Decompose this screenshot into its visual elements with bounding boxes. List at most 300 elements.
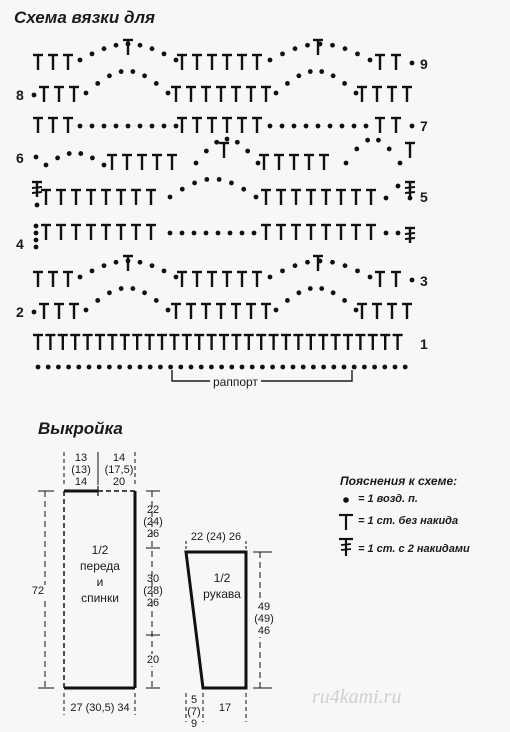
- chain-stitch-dot: [219, 365, 224, 370]
- chain-stitch-dot: [168, 365, 173, 370]
- chain-stitch-dot: [78, 151, 83, 156]
- chain-stitch-dot: [343, 46, 348, 51]
- single-crochet-stitch: [405, 143, 415, 158]
- chain-stitch-dot: [180, 231, 185, 236]
- chain-stitch-dot: [352, 124, 357, 129]
- single-crochet-stitch: [71, 225, 81, 240]
- single-crochet-stitch: [58, 335, 68, 350]
- single-crochet-stitch: [387, 87, 397, 102]
- chain-stitch-dot: [354, 308, 359, 313]
- chain-stitch-dot: [102, 124, 107, 129]
- dot-icon: [343, 497, 349, 503]
- chain-stitch-dot: [130, 69, 135, 74]
- single-crochet-stitch: [281, 335, 291, 350]
- chain-stitch-dot: [340, 124, 345, 129]
- chain-stitch-dot: [209, 365, 214, 370]
- chart-title: Схема вязки для: [14, 8, 156, 27]
- chain-stitch-dot: [296, 73, 301, 78]
- chain-stitch-dot: [240, 231, 245, 236]
- chain-stitch-dot: [180, 187, 185, 192]
- single-crochet-stitch: [222, 55, 232, 70]
- chain-stitch-dot: [342, 81, 347, 86]
- single-crochet-stitch: [261, 190, 271, 205]
- chain-stitch-dot: [34, 231, 39, 236]
- single-crochet-stitch: [56, 225, 66, 240]
- chain-stitch-dot: [90, 124, 95, 129]
- chain-stitch-dot: [260, 365, 265, 370]
- single-crochet-stitch: [45, 335, 55, 350]
- single-crochet-stitch: [39, 304, 49, 319]
- single-crochet-stitch: [391, 55, 401, 70]
- chain-stitch-dot: [396, 184, 401, 189]
- single-crochet-stitch: [33, 118, 43, 133]
- chain-stitch-dot: [56, 365, 61, 370]
- row-label-4: 4: [16, 236, 24, 252]
- single-crochet-stitch: [261, 225, 271, 240]
- chain-stitch-dot: [228, 231, 233, 236]
- single-crochet-stitch: [246, 304, 256, 319]
- chain-stitch-dot: [285, 298, 290, 303]
- chain-stitch-dot: [304, 124, 309, 129]
- single-crochet-stitch: [123, 256, 133, 271]
- single-crochet-stitch: [48, 55, 58, 70]
- chain-stitch-dot: [174, 58, 179, 63]
- chain-stitch-dot: [319, 69, 324, 74]
- chain-stitch-dot: [34, 245, 39, 250]
- chain-stitch-dot: [150, 46, 155, 51]
- sleeve-bottom-right-dim: 17: [218, 702, 232, 714]
- chain-stitch-dot: [305, 260, 310, 265]
- chain-stitch-dot: [154, 298, 159, 303]
- chain-stitch-dot: [138, 124, 143, 129]
- single-crochet-stitch: [33, 55, 43, 70]
- chain-stitch-dot: [368, 58, 373, 63]
- single-crochet-stitch: [70, 335, 80, 350]
- chain-stitch-dot: [352, 365, 357, 370]
- legend-title: Пояснения к схеме:: [340, 474, 458, 488]
- single-crochet-stitch: [375, 272, 385, 287]
- single-crochet-stitch: [33, 272, 43, 287]
- repeat-bracket: [172, 370, 352, 381]
- chain-stitch-dot: [225, 137, 230, 142]
- chain-stitch-dot: [256, 161, 261, 166]
- single-crochet-stitch: [107, 155, 117, 170]
- row-label-8: 8: [16, 87, 24, 103]
- single-crochet-stitch: [222, 118, 232, 133]
- chain-stitch-dot: [241, 187, 246, 192]
- single-crochet-stitch: [48, 118, 58, 133]
- single-crochet-stitch: [32, 182, 42, 197]
- single-crochet-stitch: [194, 335, 204, 350]
- chain-stitch-dot: [311, 365, 316, 370]
- single-crochet-stitch: [252, 272, 262, 287]
- chain-stitch-dot: [162, 51, 167, 56]
- chain-stitch-dot: [250, 365, 255, 370]
- row-label-5: 5: [420, 189, 428, 205]
- single-crochet-stitch: [393, 335, 403, 350]
- chain-stitch-dot: [166, 308, 171, 313]
- chain-stitch-dot: [127, 365, 132, 370]
- single-crochet-stitch: [41, 225, 51, 240]
- single-crochet-stitch: [107, 335, 117, 350]
- chain-stitch-dot: [308, 69, 313, 74]
- chain-stitch-dot: [305, 43, 310, 48]
- chain-stitch-dot: [280, 124, 285, 129]
- chain-stitch-dot: [330, 43, 335, 48]
- chain-stitch-dot: [410, 278, 415, 283]
- single-crochet-stitch: [201, 304, 211, 319]
- legend-item-single: = 1 ст. без накида: [358, 515, 459, 527]
- single-crochet-stitch: [375, 55, 385, 70]
- front-back-label: 1/2 переда и спинки: [80, 543, 120, 605]
- chain-stitch-dot: [102, 163, 107, 168]
- chain-stitch-dot: [162, 124, 167, 129]
- single-crochet-stitch: [274, 155, 284, 170]
- chain-stitch-dot: [90, 156, 95, 161]
- chain-stitch-dot: [90, 268, 95, 273]
- pattern-title: Выкройка: [38, 419, 123, 438]
- single-crochet-stitch: [261, 87, 271, 102]
- chain-stitch-dot: [97, 365, 102, 370]
- chain-stitch-dot: [138, 43, 143, 48]
- chain-stitch-dot: [150, 124, 155, 129]
- chain-stitch-dot: [328, 124, 333, 129]
- chain-stitch-dot: [32, 310, 37, 315]
- single-crochet-stitch: [256, 335, 266, 350]
- chain-stitch-dot: [158, 365, 163, 370]
- single-crochet-stitch: [237, 272, 247, 287]
- single-crochet-stitch: [146, 225, 156, 240]
- chain-stitch-dot: [35, 203, 40, 208]
- single-crochet-stitch: [41, 190, 51, 205]
- chain-stitch-dot: [229, 365, 234, 370]
- single-crochet-stitch: [171, 304, 181, 319]
- row-label-2: 2: [16, 304, 24, 320]
- sleeve-top-dim: 22 (24) 26: [190, 531, 242, 543]
- single-crochet-stitch: [355, 335, 365, 350]
- single-crochet-t-icon: [339, 515, 353, 530]
- fb-right-dim-1: 22 (24) 26: [143, 504, 163, 540]
- chain-stitch-dot: [214, 140, 219, 145]
- chain-stitch-dot: [87, 365, 92, 370]
- chain-stitch-dot: [268, 275, 273, 280]
- single-crochet-stitch: [122, 155, 132, 170]
- chain-stitch-dot: [130, 286, 135, 291]
- chain-stitch-dot: [154, 81, 159, 86]
- chain-stitch-dot: [355, 51, 360, 56]
- chain-stitch-dot: [162, 268, 167, 273]
- single-crochet-stitch: [351, 225, 361, 240]
- single-crochet-stitch: [39, 87, 49, 102]
- chain-stitch-dot: [387, 146, 392, 151]
- single-crochet-stitch: [391, 272, 401, 287]
- chain-stitch-dot: [194, 161, 199, 166]
- chain-stitch-dot: [268, 124, 273, 129]
- chain-stitch-dot: [216, 231, 221, 236]
- fb-right-dim-3: 20: [140, 654, 166, 666]
- row-label-3: 3: [420, 273, 428, 289]
- single-crochet-stitch: [69, 304, 79, 319]
- chain-stitch-dot: [107, 290, 112, 295]
- chain-stitch-dot: [270, 365, 275, 370]
- single-crochet-stitch: [63, 272, 73, 287]
- single-crochet-stitch: [375, 118, 385, 133]
- chain-stitch-dot: [293, 46, 298, 51]
- chain-stitch-dot: [365, 138, 370, 143]
- chain-stitch-dot: [331, 73, 336, 78]
- single-crochet-stitch: [222, 272, 232, 287]
- chain-stitch-dot: [396, 231, 401, 236]
- repeat-label: раппорт: [210, 375, 261, 389]
- chain-stitch-dot: [168, 195, 173, 200]
- chain-stitch-dot: [382, 365, 387, 370]
- chain-stitch-dot: [319, 286, 324, 291]
- chain-stitch-dot: [364, 124, 369, 129]
- single-crochet-stitch: [244, 335, 254, 350]
- chain-stitch-dot: [46, 365, 51, 370]
- single-crochet-stitch: [192, 55, 202, 70]
- single-crochet-stitch: [289, 155, 299, 170]
- single-crochet-stitch: [146, 190, 156, 205]
- chain-stitch-dot: [138, 365, 143, 370]
- single-crochet-stitch: [306, 190, 316, 205]
- single-crochet-stitch: [343, 335, 353, 350]
- single-crochet-stitch: [357, 304, 367, 319]
- chain-stitch-dot: [55, 156, 60, 161]
- single-crochet-stitch: [186, 304, 196, 319]
- fb-bottom-dim: 27 (30,5) 34: [70, 702, 130, 714]
- single-crochet-stitch: [351, 190, 361, 205]
- chart-symbols: [32, 40, 415, 369]
- chain-stitch-dot: [384, 196, 389, 201]
- chain-stitch-dot: [331, 290, 336, 295]
- chain-stitch-dot: [331, 365, 336, 370]
- single-crochet-stitch: [207, 335, 217, 350]
- single-crochet-stitch: [54, 87, 64, 102]
- chain-stitch-dot: [189, 365, 194, 370]
- single-crochet-stitch: [131, 225, 141, 240]
- chain-stitch-dot: [34, 224, 39, 229]
- row-label-6: 6: [16, 150, 24, 166]
- row-label-9: 9: [420, 56, 428, 72]
- chain-stitch-dot: [410, 124, 415, 129]
- chain-stitch-dot: [362, 365, 367, 370]
- single-crochet-stitch: [391, 118, 401, 133]
- sleeve-right-dim: 49 (49) 46: [252, 601, 276, 637]
- single-crochet-stitch: [402, 304, 412, 319]
- single-crochet-stitch: [186, 87, 196, 102]
- chain-stitch-dot: [32, 93, 37, 98]
- single-crochet-stitch: [182, 335, 192, 350]
- chain-stitch-dot: [174, 124, 179, 129]
- chain-stitch-dot: [384, 231, 389, 236]
- chain-stitch-dot: [78, 124, 83, 129]
- chain-stitch-dot: [90, 51, 95, 56]
- chain-stitch-dot: [142, 290, 147, 295]
- chain-stitch-dot: [321, 365, 326, 370]
- single-crochet-stitch: [276, 190, 286, 205]
- single-crochet-stitch: [177, 55, 187, 70]
- chain-stitch-dot: [34, 155, 39, 160]
- single-crochet-stitch: [207, 55, 217, 70]
- single-crochet-stitch: [86, 225, 96, 240]
- single-crochet-stitch: [95, 335, 105, 350]
- chain-stitch-dot: [34, 238, 39, 243]
- single-crochet-stitch: [54, 304, 64, 319]
- single-crochet-stitch: [56, 190, 66, 205]
- chain-stitch-dot: [192, 231, 197, 236]
- single-crochet-stitch: [116, 225, 126, 240]
- single-crochet-stitch: [366, 225, 376, 240]
- single-crochet-stitch: [231, 304, 241, 319]
- chain-stitch-dot: [138, 260, 143, 265]
- chain-stitch-dot: [280, 365, 285, 370]
- single-crochet-stitch: [237, 55, 247, 70]
- chain-stitch-dot: [342, 365, 347, 370]
- single-crochet-stitch: [169, 335, 179, 350]
- chain-stitch-dot: [126, 124, 131, 129]
- single-crochet-stitch: [192, 118, 202, 133]
- chain-stitch-dot: [119, 69, 124, 74]
- chain-stitch-dot: [301, 365, 306, 370]
- sleeve-label: 1/2 рукава: [203, 571, 241, 601]
- chain-stitch-dot: [178, 365, 183, 370]
- chain-stitch-dot: [342, 298, 347, 303]
- chain-stitch-dot: [76, 365, 81, 370]
- chain-stitch-dot: [235, 140, 240, 145]
- single-crochet-stitch: [291, 225, 301, 240]
- chain-stitch-dot: [280, 268, 285, 273]
- single-crochet-stitch: [246, 87, 256, 102]
- single-crochet-stitch: [368, 335, 378, 350]
- single-crochet-stitch: [318, 335, 328, 350]
- single-crochet-stitch: [306, 225, 316, 240]
- legend-item-chain: = 1 возд. п.: [358, 493, 418, 505]
- single-crochet-stitch: [252, 118, 262, 133]
- chain-stitch-dot: [344, 161, 349, 166]
- row-label-1: 1: [420, 336, 428, 352]
- chain-stitch-dot: [166, 91, 171, 96]
- chain-stitch-dot: [102, 263, 107, 268]
- single-crochet-stitch: [177, 272, 187, 287]
- chain-stitch-dot: [119, 286, 124, 291]
- chain-stitch-dot: [66, 365, 71, 370]
- single-crochet-stitch: [306, 335, 316, 350]
- chain-stitch-dot: [84, 308, 89, 313]
- chain-stitch-dot: [343, 263, 348, 268]
- fb-top-right-dim: 14 (17,5) 20: [104, 452, 134, 488]
- single-crochet-stitch: [372, 87, 382, 102]
- single-crochet-stitch: [63, 55, 73, 70]
- chain-stitch-dot: [107, 73, 112, 78]
- single-crochet-stitch: [336, 225, 346, 240]
- chain-stitch-dot: [229, 181, 234, 186]
- chain-stitch-dot: [36, 365, 41, 370]
- single-crochet-stitch: [331, 335, 341, 350]
- single-crochet-stitch: [387, 304, 397, 319]
- single-crochet-stitch: [366, 190, 376, 205]
- chain-stitch-dot: [204, 231, 209, 236]
- single-crochet-stitch: [167, 155, 177, 170]
- chain-stitch-dot: [368, 275, 373, 280]
- single-crochet-stitch: [145, 335, 155, 350]
- chain-stitch-dot: [398, 161, 403, 166]
- chain-stitch-dot: [330, 260, 335, 265]
- chain-stitch-dot: [308, 286, 313, 291]
- chain-stitch-dot: [150, 263, 155, 268]
- chain-stitch-dot: [204, 177, 209, 182]
- chain-stitch-dot: [274, 308, 279, 313]
- row-label-7: 7: [420, 118, 428, 134]
- chain-stitch-dot: [148, 365, 153, 370]
- chain-stitch-dot: [78, 275, 83, 280]
- chain-stitch-dot: [95, 298, 100, 303]
- single-crochet-stitch: [216, 304, 226, 319]
- single-crochet-stitch: [402, 87, 412, 102]
- single-crochet-stitch: [101, 190, 111, 205]
- chain-stitch-dot: [67, 151, 72, 156]
- single-crochet-stitch: [157, 335, 167, 350]
- single-crochet-stitch: [63, 118, 73, 133]
- single-crochet-stitch: [336, 190, 346, 205]
- chain-stitch-dot: [393, 365, 398, 370]
- single-crochet-stitch: [319, 155, 329, 170]
- single-crochet-stitch: [171, 87, 181, 102]
- single-crochet-stitch: [219, 143, 229, 158]
- single-crochet-stitch: [201, 87, 211, 102]
- single-crochet-stitch: [216, 87, 226, 102]
- single-crochet-stitch: [131, 190, 141, 205]
- chain-stitch-dot: [95, 81, 100, 86]
- single-crochet-stitch: [120, 335, 130, 350]
- single-crochet-stitch: [321, 190, 331, 205]
- single-crochet-stitch: [116, 190, 126, 205]
- single-crochet-stitch: [48, 272, 58, 287]
- single-crochet-stitch: [291, 190, 301, 205]
- chain-stitch-dot: [78, 58, 83, 63]
- chain-stitch-dot: [107, 365, 112, 370]
- chain-stitch-dot: [285, 81, 290, 86]
- chain-stitch-dot: [114, 260, 119, 265]
- chain-stitch-dot: [204, 149, 209, 154]
- single-crochet-stitch: [313, 256, 323, 271]
- single-crochet-stitch: [252, 55, 262, 70]
- single-crochet-stitch: [405, 182, 415, 197]
- single-crochet-stitch: [405, 228, 415, 243]
- chain-stitch-dot: [293, 263, 298, 268]
- chain-stitch-dot: [354, 91, 359, 96]
- single-crochet-stitch: [71, 190, 81, 205]
- chain-stitch-dot: [296, 290, 301, 295]
- single-crochet-stitch: [207, 118, 217, 133]
- single-crochet-stitch: [219, 335, 229, 350]
- chain-stitch-dot: [291, 365, 296, 370]
- chain-stitch-dot: [292, 124, 297, 129]
- chain-stitch-dot: [217, 177, 222, 182]
- chain-stitch-dot: [372, 365, 377, 370]
- chain-stitch-dot: [174, 275, 179, 280]
- fb-top-left-dim: 13 (13) 14: [71, 452, 91, 488]
- sleeve-bottom-left-dim: 5 (7) 9: [187, 694, 201, 730]
- chain-stitch-dot: [316, 124, 321, 129]
- single-crochet-stitch: [83, 335, 93, 350]
- single-crochet-stitch: [177, 118, 187, 133]
- chain-stitch-dot: [274, 91, 279, 96]
- single-crochet-stitch: [231, 87, 241, 102]
- chain-stitch-dot: [268, 58, 273, 63]
- legend-item-double: = 1 ст. с 2 накидами: [358, 543, 470, 555]
- chain-stitch-dot: [117, 365, 122, 370]
